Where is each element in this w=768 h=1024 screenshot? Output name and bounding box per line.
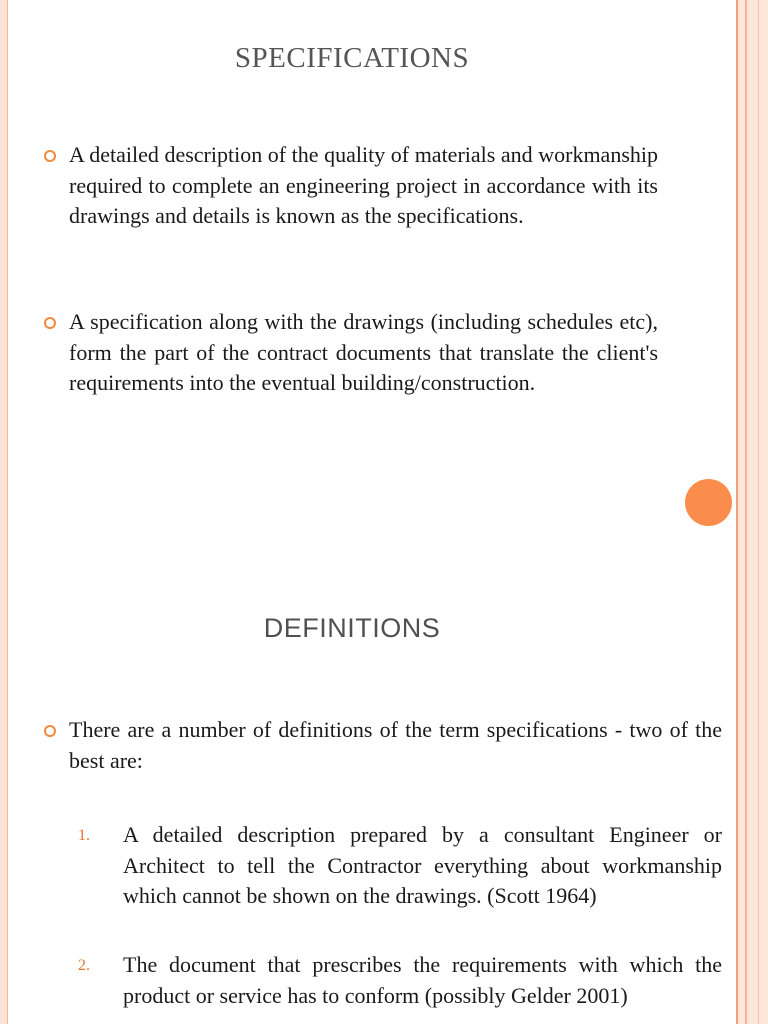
definitions-title: DEFINITIONS (263, 613, 441, 643)
bullet-item (44, 715, 722, 776)
right-border-stripe (736, 0, 768, 1024)
bullet-text: A detailed description of the quality of materials and workmanship required to complete an engineering project in accordance with its drawings and details is known as the specifications. (69, 142, 658, 228)
item-number: 2. (78, 957, 90, 974)
bullet-item (44, 140, 658, 232)
circle-bullet-icon (44, 317, 56, 329)
bullet-item (44, 307, 658, 399)
numbered-item (78, 950, 722, 1011)
bullet-text: A specification along with the drawings (including schedules etc), form the part of the contract documents that translate the client's requirements into the eventual building/construction. (69, 309, 658, 395)
bullet-text: There are a number of definitions of the term specifications - two of the best are: (69, 717, 722, 773)
item-number: 1. (78, 827, 90, 844)
circle-bullet-icon (44, 150, 56, 162)
item-text: A detailed description prepared by a consultant Engineer or Architect to tell the Contractor everything about workmanship which cannot be shown on the drawings. (Scott 1964) (123, 822, 722, 908)
circle-bullet-icon (44, 725, 56, 737)
item-text: The document that prescribes the requirements with which the product or service has to conform (possibly Gelder 2001) (123, 952, 722, 1008)
specifications-title: SPECIFICATIONS (234, 42, 470, 74)
slide-divider-dot (685, 479, 732, 526)
numbered-item (78, 820, 722, 912)
left-border-stripe (0, 0, 8, 1024)
